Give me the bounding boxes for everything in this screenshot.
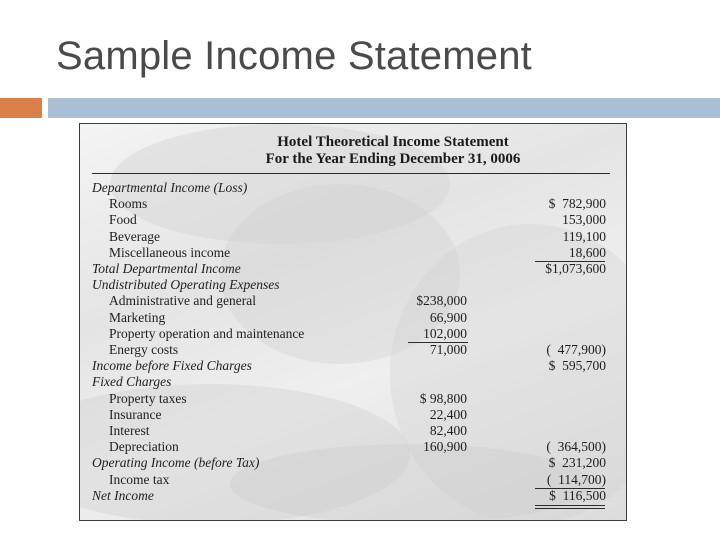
double-underline-bottom: [535, 508, 605, 509]
accent-bar-blue: [48, 98, 720, 118]
beverage-value: 119,100: [562, 229, 606, 244]
property-operation-value: 102,000: [423, 326, 467, 341]
income-tax-value: ( 114,700): [546, 472, 606, 487]
admin-label: Administrative and general: [109, 293, 256, 308]
food-label: Food: [109, 212, 137, 227]
accent-bar-orange: [0, 98, 42, 118]
fixed-charges-header: Fixed Charges: [92, 374, 172, 389]
beverage-label: Beverage: [109, 229, 160, 244]
income-statement-image: [79, 123, 627, 521]
net-income-label: Net Income: [92, 488, 154, 503]
interest-label: Interest: [109, 423, 150, 438]
depreciation-value: 160,900: [423, 439, 467, 454]
operating-income-value: $ 231,200: [548, 455, 606, 470]
rooms-label: Rooms: [109, 196, 148, 211]
energy-costs-value: 71,000: [429, 342, 467, 357]
insurance-value: 22,400: [429, 407, 467, 422]
rooms-value: $ 782,900: [548, 196, 606, 211]
property-operation-label: Property operation and maintenance: [109, 326, 305, 341]
admin-value: $238,000: [416, 293, 467, 308]
total-departmental-label: Total Departmental Income: [92, 261, 241, 276]
property-taxes-label: Property taxes: [109, 391, 187, 406]
property-taxes-value: $ 98,800: [419, 391, 467, 406]
net-income-value: $ 116,500: [549, 488, 606, 503]
undistributed-total: ( 477,900): [546, 342, 606, 357]
operating-income-label: Operating Income (before Tax): [92, 455, 260, 470]
misc-income-label: Miscellaneous income: [109, 245, 231, 260]
interest-value: 82,400: [429, 423, 467, 438]
departmental-header: Departmental Income (Loss): [92, 180, 248, 195]
insurance-label: Insurance: [109, 407, 162, 422]
fixed-charges-total: ( 364,500): [546, 439, 606, 454]
marketing-value: 66,900: [429, 310, 467, 325]
statement-subtitle: For the Year Ending December 31, 0006: [265, 151, 521, 167]
misc-income-value: 18,600: [568, 245, 606, 260]
income-before-fixed-value: $ 595,700: [548, 358, 606, 373]
income-before-fixed-label: Income before Fixed Charges: [92, 358, 252, 373]
depreciation-label: Depreciation: [109, 439, 179, 454]
header-rule: [92, 173, 610, 174]
energy-costs-label: Energy costs: [109, 342, 179, 357]
slide-title: Sample Income Statement: [56, 34, 532, 78]
food-value: 153,000: [562, 212, 606, 227]
total-departmental-value: $1,073,600: [545, 261, 606, 276]
statement-title: Hotel Theoretical Income Statement: [277, 134, 509, 150]
income-tax-label: Income tax: [109, 472, 170, 487]
double-underline-top: [535, 505, 605, 506]
undistributed-header: Undistributed Operating Expenses: [92, 277, 280, 292]
marketing-label: Marketing: [109, 310, 166, 325]
